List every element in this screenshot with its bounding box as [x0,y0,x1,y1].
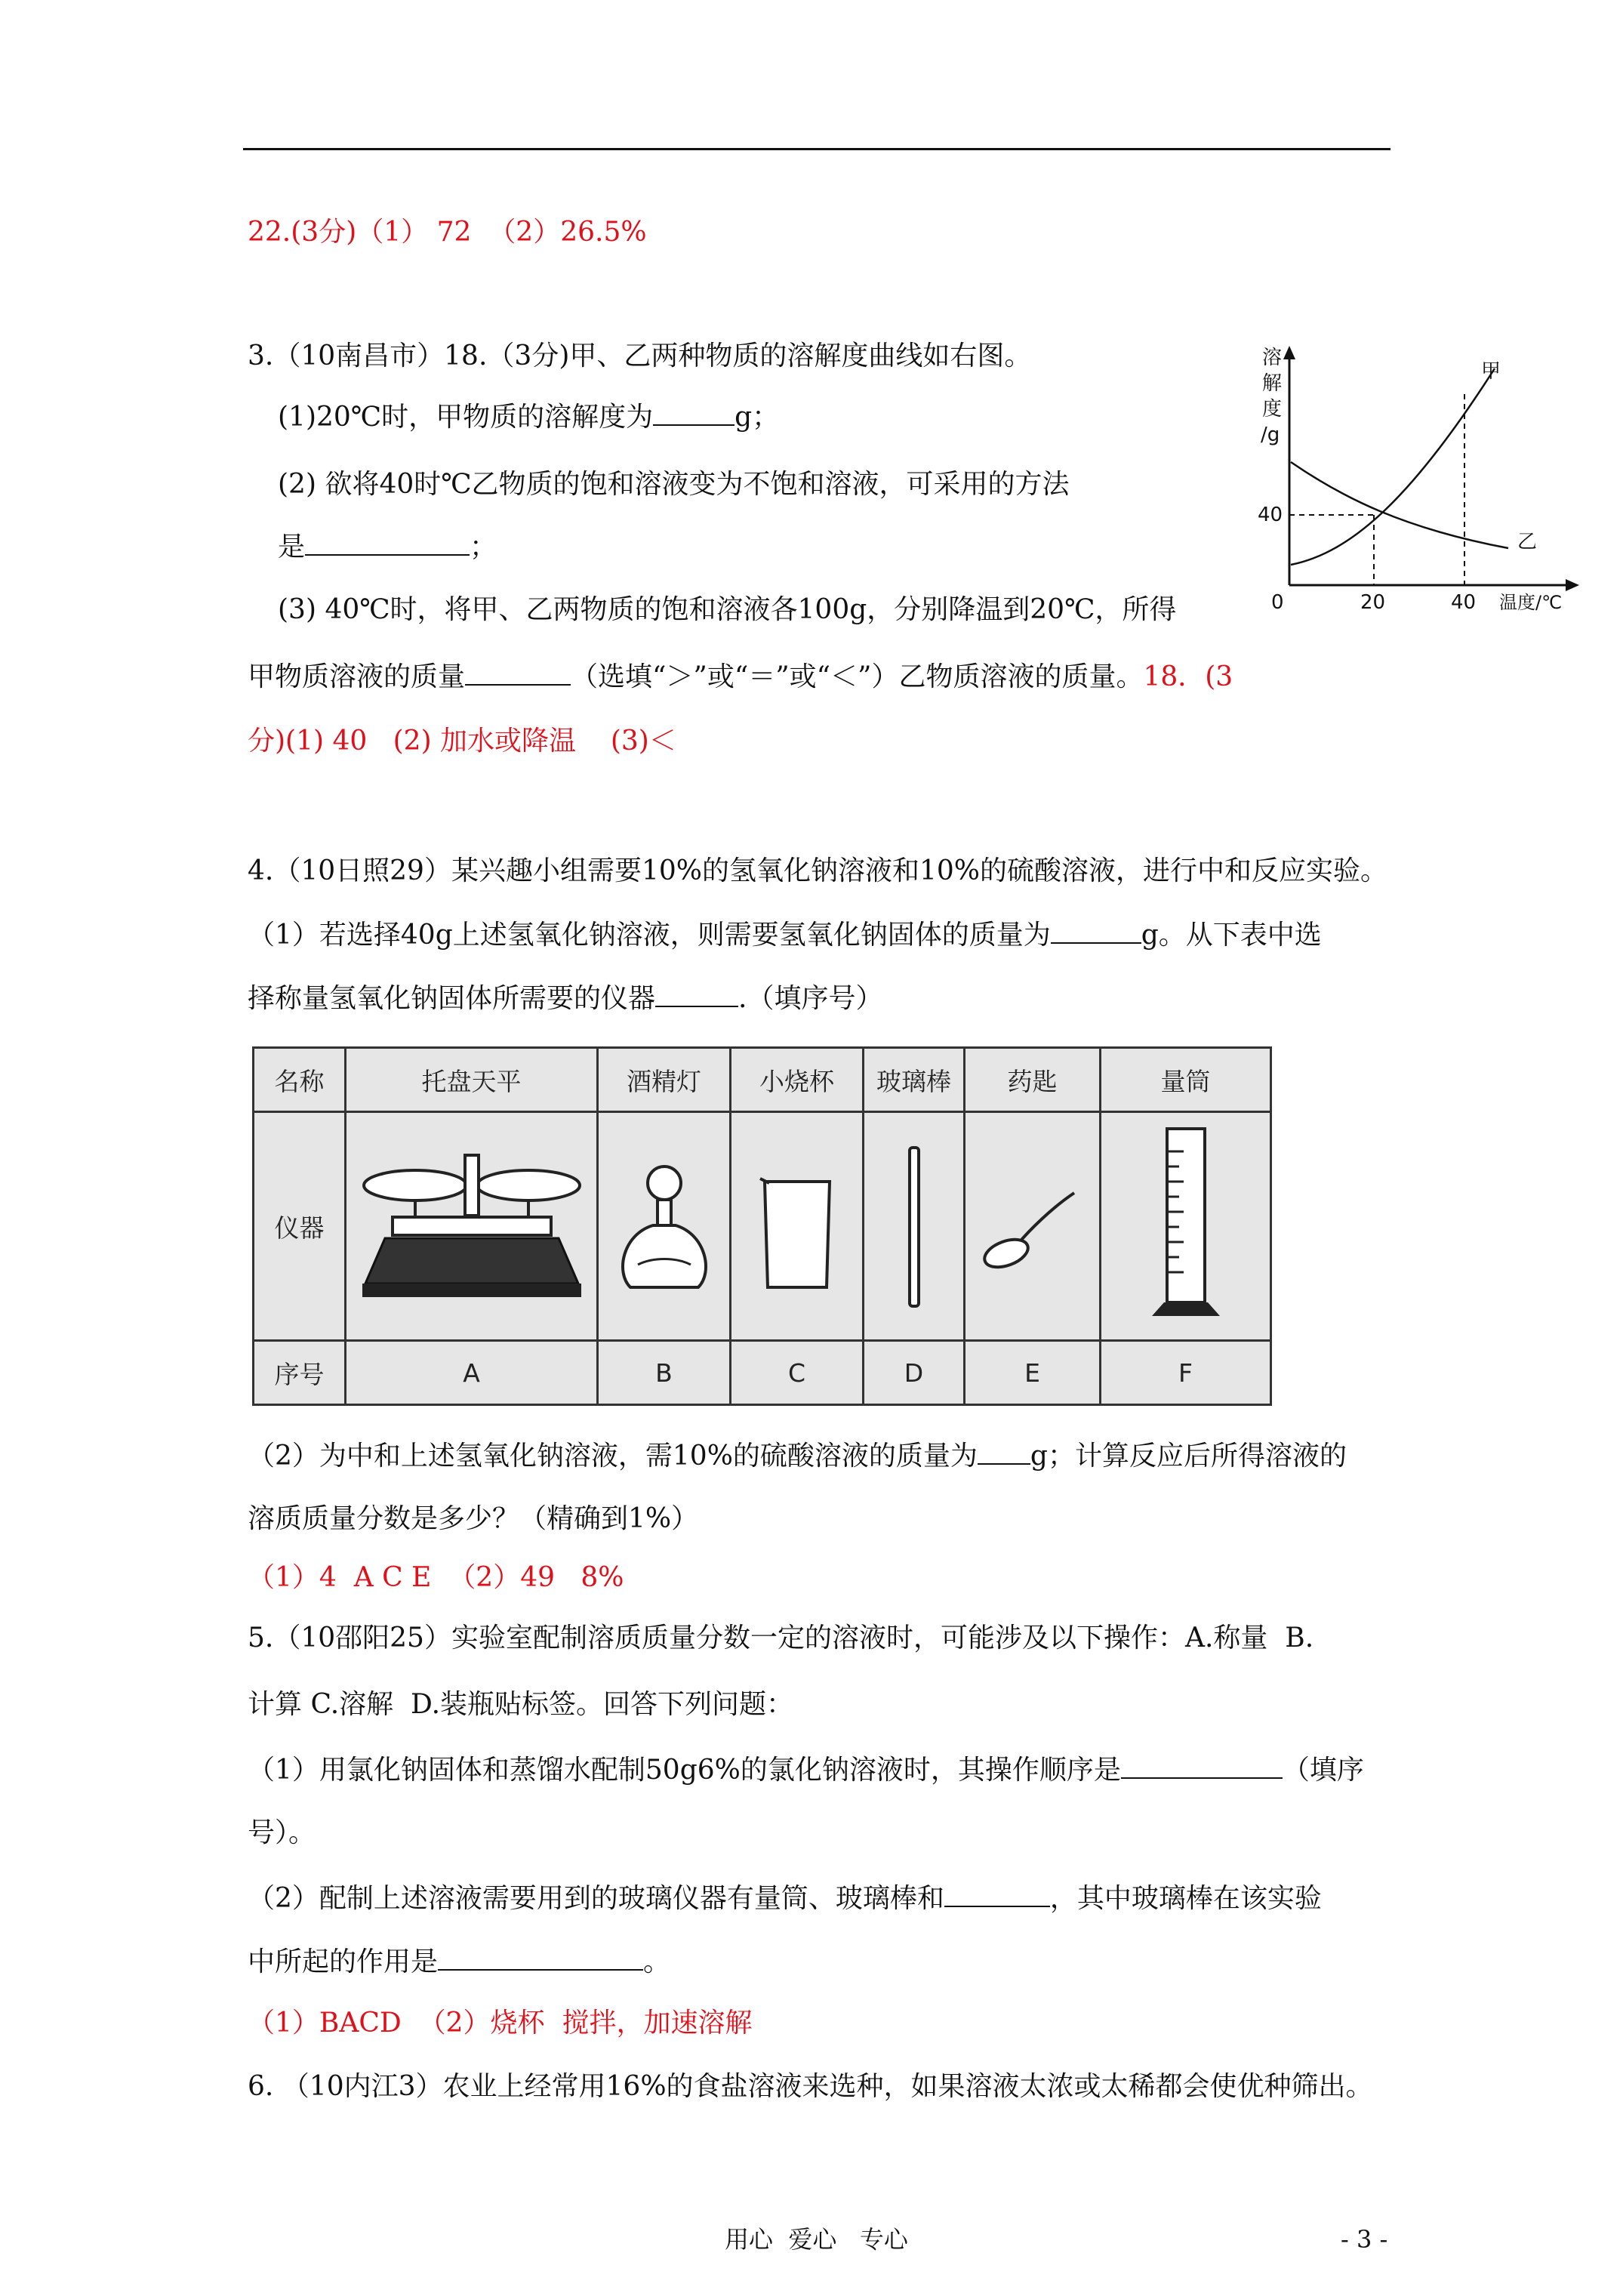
q5-line1: 5.（10邵阳25）实验室配制溶质质量分数一定的溶液时，可能涉及以下操作：A.称量 B. [248,1623,1314,1653]
x-tick-20: 20 [1360,591,1386,614]
header-rule [243,148,1390,150]
code-e: E [965,1341,1101,1405]
answer-blank[interactable] [305,529,470,556]
y-axis-arrow [1283,346,1295,359]
name-e: 药匙 [965,1048,1101,1112]
row-header-code: 序号 [254,1341,346,1405]
q4-line4: （2）为中和上述氢氧化钠溶液，需10%的硫酸溶液的质量为 g；计算反应后所得溶液的 [248,1438,1347,1475]
q4-line3: 择称量氢氧化钠固体所需要的仪器 .（填序号） [248,980,882,1017]
y-label-1: 溶 [1262,347,1283,369]
series-b-label: 乙 [1517,531,1538,553]
y-label-2: 解 [1262,372,1283,395]
q3-answer: 分)(1) 40 (2) 加水或降温 (3)＜ [248,726,676,757]
solubility-graph [1238,325,1593,627]
q3-line6: 甲物质溶液的质量 （选填“＞”或“＝”或“＜”）乙物质溶液的质量。18．(3 [248,658,1233,695]
page-number: - 3 - [1341,2225,1388,2254]
row-header-name: 名称 [254,1048,346,1112]
q5-line6: 中所起的作用是 。 [248,1943,670,1980]
footer-center: 用心 爱心 专心 [725,2225,908,2254]
curve-yi [1291,462,1508,548]
code-a: A [346,1341,598,1405]
q5-line2: 计算 C.溶解 D.装瓶贴标签。回答下列问题： [248,1689,794,1720]
x-axis-label: 温度/℃ [1499,592,1563,613]
answer-blank[interactable] [1051,917,1141,944]
spoon-icon [976,1148,1089,1299]
q4-line1: 4.（10日照29）某兴趣小组需要10%的氢氧化钠溶液和10%的硫酸溶液，进行中和反应实验。 [248,855,1387,886]
y-label-3: 度 [1262,398,1283,421]
q5-line3: （1）用氯化钠固体和蒸馏水配制50g6%的氯化钠溶液时，其操作顺序是 （填序 [248,1752,1364,1789]
q5-answer: （1）BACD （2）烧杯 搅拌，加速溶解 [248,2008,753,2039]
balance-icon [355,1125,589,1321]
alcohol-lamp-icon [608,1136,721,1310]
q3-line2: (1)20℃时，甲物质的溶解度为 g； [278,399,779,436]
answer-22: 22.(3分)（1） 72 （2）26.5% [248,217,647,248]
name-a: 托盘天平 [346,1048,598,1112]
series-a-label: 甲 [1481,360,1501,383]
q3-line5: (3) 40℃时，将甲、乙两物质的饱和溶液各100g，分别降温到20℃，所得 [278,594,1177,625]
code-f: F [1101,1341,1271,1405]
answer-blank[interactable] [465,658,571,686]
name-d: 玻璃棒 [864,1048,965,1112]
q4-answer: （1）4 A C E （2）49 8% [248,1562,624,1593]
q5-line5: （2）配制上述溶液需要用到的玻璃仪器有量筒、玻璃棒和 ，其中玻璃棒在该实验 [248,1880,1322,1917]
y-label-4: /g [1261,424,1280,446]
instrument-table [252,1046,1270,1406]
x-tick-0: 0 [1271,591,1284,614]
answer-blank[interactable] [653,399,735,426]
code-d: D [864,1341,965,1405]
q4-line2: （1）若选择40g上述氢氧化钠溶液，则需要氢氧化钠固体的质量为 g。从下表中选 [248,917,1322,954]
name-b: 酒精灯 [598,1048,731,1112]
answer-blank[interactable] [944,1880,1050,1907]
q4-line5: 溶质质量分数是多少？（精确到1%） [248,1503,699,1534]
name-f: 量筒 [1101,1048,1271,1112]
x-axis-arrow [1566,579,1579,591]
q6-line1: 6. （10内江3）农业上经常用16%的食盐溶液来选种，如果溶液太浓或太稀都会使优种筛出。 [248,2071,1373,2102]
q3-line3: (2) 欲将40时℃乙物质的饱和溶液变为不饱和溶液，可采用的方法 [278,469,1070,500]
answer-blank[interactable] [438,1943,643,1971]
y-tick-40: 40 [1258,504,1283,526]
q5-line4: 号）。 [248,1817,316,1848]
answer-blank[interactable] [1121,1752,1283,1779]
code-c: C [731,1341,864,1405]
beaker-icon [748,1136,846,1310]
x-tick-40: 40 [1451,591,1477,614]
graduated-cylinder-icon [1144,1121,1227,1325]
q3-line4: 是 ； [278,529,497,566]
row-header-instrument: 仪器 [254,1112,346,1341]
answer-blank[interactable] [655,980,738,1007]
q3-line1: 3.（10南昌市）18.（3分)甲、乙两种物质的溶解度曲线如右图。 [248,341,1032,371]
glass-rod-icon [892,1133,937,1314]
code-b: B [598,1341,731,1405]
answer-blank[interactable] [978,1438,1030,1465]
name-c: 小烧杯 [731,1048,864,1112]
